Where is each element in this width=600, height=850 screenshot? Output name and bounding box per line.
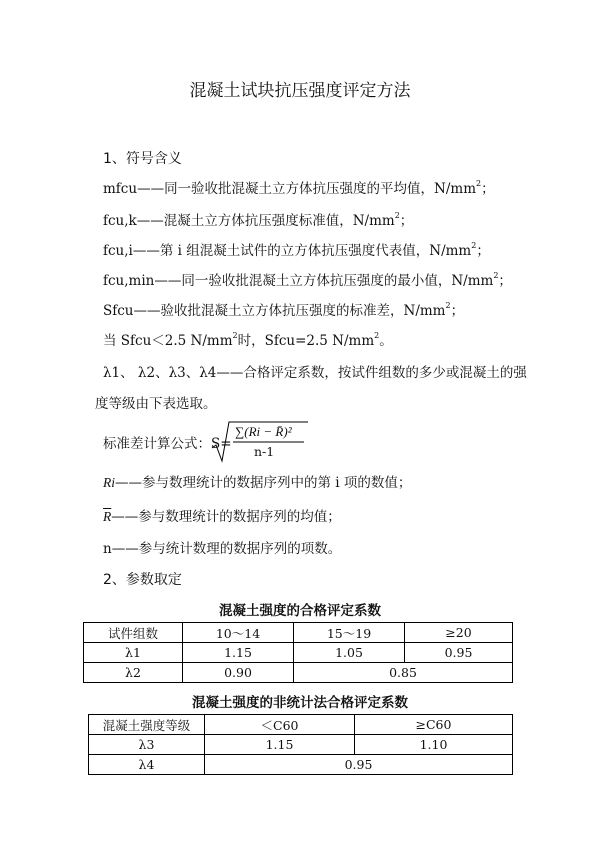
def-mfcu [103,177,495,197]
definition: ——混凝土立方体抗压强度标准值，N/mm [136,213,395,229]
table-row [84,663,513,683]
lambda-line-2: 度等级由下表选取。 [95,396,217,412]
section2-heading: 2、参数取定 [103,572,182,588]
definition: ——验收批混凝土立方体抗压强度的标准差，N/mm [133,303,446,319]
table-cell: 15～19 [294,623,405,643]
sup: 2 [445,301,451,310]
definition: ——参与数理统计的数据序列中的第 i 项的数值； [115,475,412,491]
definition: ——同一验收批混凝土立方体抗压强度的最小值，N/mm [154,273,494,289]
table1 [83,622,513,683]
sup: 2 [471,241,477,250]
def-fcui [103,239,490,259]
sfcu-condition [103,329,393,349]
table-row [89,755,513,775]
punct: ； [481,181,495,197]
table-cell: 1.15 [183,643,294,663]
table-cell: ＜C60 [205,715,355,735]
symbol: Ri [103,475,115,490]
text: 时，Sfcu=2.5 N/mm [237,333,375,349]
sup: 2 [394,211,400,220]
text: 当 Sfcu＜2.5 N/mm [103,333,233,349]
table-cell: 试件组数 [84,623,183,643]
table-row [84,643,513,663]
table-row [84,623,513,643]
lambda-line-1: λ1、 λ2、λ3、λ4——合格评定系数，按试件组数的多少或混凝土的强 [103,365,527,381]
table-cell: 1.10 [355,735,513,755]
def-ri [103,471,411,491]
def-rbar [103,505,341,525]
punct: ； [399,213,414,229]
table-row [89,735,513,755]
definition: ——第 i 组混凝土试件的立方体抗压强度代表值，N/mm [132,243,472,259]
symbol: fcu,min [103,273,155,289]
symbol: fcu,i [103,243,133,259]
table-cell: 0.95 [405,643,513,663]
formula-denominator: n-1 [254,444,275,459]
table-cell: 1.05 [294,643,405,663]
def-n: n——参与统计数理的数据序列的项数。 [103,541,342,557]
page-title: 混凝土试块抗压强度评定方法 [189,81,411,101]
table-cell: ≥20 [405,623,513,643]
section1-heading: 1、符号含义 [103,151,182,167]
definition: ——同一验收批混凝土立方体抗压强度的平均值，N/mm [137,181,477,197]
table-cell: 混凝土强度等级 [89,715,205,735]
sup: 2 [374,331,380,340]
table1-caption: 混凝土强度的合格评定系数 [219,603,381,619]
def-sfcu [103,299,464,319]
definition: ——参与数理统计的数据序列的均值； [111,509,341,525]
table-cell: 1.15 [205,735,355,755]
sup: 2 [493,271,499,280]
punct: 。 [379,333,393,349]
symbol: mfcu [103,181,138,197]
table2 [88,714,513,775]
formula-numerator: ∑(Ri − R̄)² [235,424,292,439]
table-cell: 0.95 [205,755,513,775]
table-cell: λ3 [89,735,205,755]
punct: ； [450,303,465,319]
std-dev-formula [210,420,310,464]
table-cell: 0.85 [294,663,513,683]
table-cell: λ4 [89,755,205,775]
table-cell: λ1 [84,643,183,663]
symbol: Sfcu [103,303,134,319]
sup: 2 [476,179,482,188]
formula-label: 标准差计算公式：S= [103,436,232,452]
punct: ； [498,273,512,289]
sup: 2 [232,331,238,340]
symbol: fcu,k [103,213,137,229]
symbol: $\overline{R}$ [103,509,112,524]
table-cell: ≥C60 [355,715,513,735]
def-fcuk [103,209,413,229]
punct: ； [476,243,490,259]
table-cell: 10～14 [183,623,294,643]
def-fcumin [103,269,512,289]
table-cell: 0.90 [183,663,294,683]
table2-caption: 混凝土强度的非统计法合格评定系数 [192,695,408,711]
table-row [89,715,513,735]
table-cell: λ2 [84,663,183,683]
